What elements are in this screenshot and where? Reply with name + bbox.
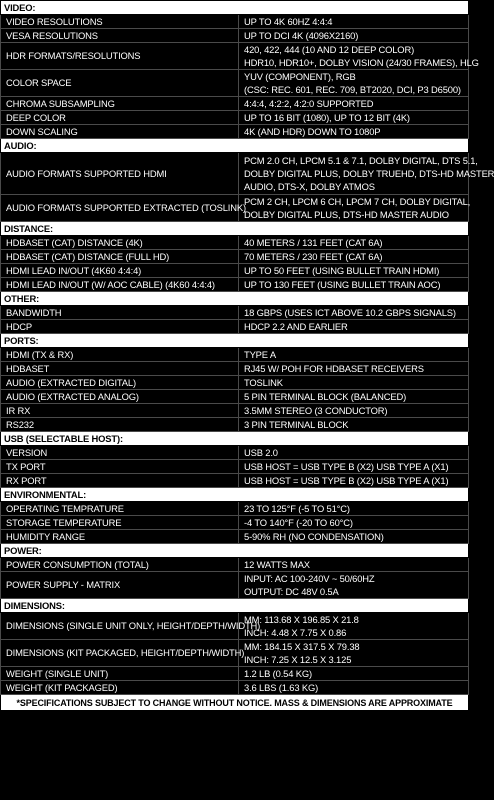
spec-value-line: 23 TO 125°F (-5 TO 51°C) <box>244 503 350 514</box>
spec-value <box>239 236 469 250</box>
spec-value-line: USB 2.0 <box>244 447 278 458</box>
spec-value-line: MM: 184.15 X 317.5 X 79.38 <box>244 641 360 652</box>
spec-label: HDMI LEAD IN/OUT (W/ AOC CABLE) (4K60 4:4:4) <box>1 278 239 292</box>
spec-label: HDMI LEAD IN/OUT (4K60 4:4:4) <box>1 264 239 278</box>
spec-row <box>1 418 469 432</box>
spec-row <box>1 572 469 599</box>
spec-value-line: HDR10, HDR10+, DOLBY VISION (24/30 FRAMES), HLG <box>244 57 479 68</box>
spec-value-line: USB HOST = USB TYPE B (X2) USB TYPE A (X1) <box>244 475 449 486</box>
spec-value <box>239 43 479 70</box>
spec-row <box>1 681 469 695</box>
spec-value-line: 5-90% RH (NO CONDENSATION) <box>244 531 384 542</box>
spec-value-line: 18 GBPS (USES ICT ABOVE 10.2 GBPS SIGNALS) <box>244 307 456 318</box>
spec-label: DIMENSIONS (KIT PACKAGED, HEIGHT/DEPTH/WIDTH) <box>1 640 239 667</box>
spec-row <box>1 530 469 544</box>
section-header-row <box>1 292 469 306</box>
spec-label: POWER SUPPLY - MATRIX <box>1 572 239 599</box>
spec-label: HDMI (TX & RX) <box>1 348 239 362</box>
spec-row <box>1 70 469 97</box>
spec-label: POWER CONSUMPTION (TOTAL) <box>1 558 239 572</box>
spec-value <box>239 362 469 376</box>
spec-value-line: PCM 2.0 CH, LPCM 5.1 & 7.1, DOLBY DIGITAL, DTS 5.1, <box>244 155 478 166</box>
spec-label: HDR FORMATS/RESOLUTIONS <box>1 43 239 70</box>
spec-label: VIDEO RESOLUTIONS <box>1 15 239 29</box>
spec-value <box>239 640 469 667</box>
section-title: PORTS: <box>1 334 469 348</box>
spec-value <box>239 125 469 139</box>
spec-label: AUDIO (EXTRACTED DIGITAL) <box>1 376 239 390</box>
spec-row <box>1 111 469 125</box>
spec-value <box>239 390 469 404</box>
spec-row <box>1 613 469 640</box>
spec-value <box>239 70 469 97</box>
spec-value <box>239 613 469 640</box>
spec-row <box>1 195 469 222</box>
spec-label: HDBASET <box>1 362 239 376</box>
spec-value <box>239 320 469 334</box>
spec-row <box>1 153 469 195</box>
spec-label: DEEP COLOR <box>1 111 239 125</box>
spec-value <box>239 195 469 222</box>
spec-label: IR RX <box>1 404 239 418</box>
spec-value <box>239 250 469 264</box>
spec-row <box>1 390 469 404</box>
spec-row <box>1 15 469 29</box>
spec-label: RS232 <box>1 418 239 432</box>
spec-label: DOWN SCALING <box>1 125 239 139</box>
spec-value <box>239 681 469 695</box>
section-title: DIMENSIONS: <box>1 599 469 613</box>
spec-row <box>1 278 469 292</box>
section-header-row <box>1 222 469 236</box>
spec-value-line: TYPE A <box>244 349 276 360</box>
spec-row <box>1 558 469 572</box>
section-title: USB (SELECTABLE HOST): <box>1 432 469 446</box>
spec-value-line: RJ45 W/ POH FOR HDBASET RECEIVERS <box>244 363 424 374</box>
spec-row <box>1 516 469 530</box>
section-header-row <box>1 432 469 446</box>
spec-value-line: 1.2 LB (0.54 KG) <box>244 668 312 679</box>
spec-label: CHROMA SUBSAMPLING <box>1 97 239 111</box>
spec-value-line: UP TO 4K 60HZ 4:4:4 <box>244 16 333 27</box>
spec-row <box>1 264 469 278</box>
spec-value-line: 4:4:4, 4:2:2, 4:2:0 SUPPORTED <box>244 98 374 109</box>
section-title: POWER: <box>1 544 469 558</box>
spec-value <box>239 111 469 125</box>
spec-row <box>1 446 469 460</box>
spec-value-line: INPUT: AC 100-240V ~ 50/60HZ <box>244 573 375 584</box>
spec-value <box>239 460 469 474</box>
spec-value <box>239 15 469 29</box>
section-title: ENVIRONMENTAL: <box>1 488 469 502</box>
section-header-row <box>1 544 469 558</box>
spec-value-line: UP TO DCI 4K (4096X2160) <box>244 30 359 41</box>
spec-value-line: DOLBY DIGITAL PLUS, DOLBY TRUEHD, DTS-HD MASTER <box>244 168 494 179</box>
spec-value-line: AUDIO, DTS-X, DOLBY ATMOS <box>244 181 375 192</box>
section-header-row <box>1 334 469 348</box>
spec-value <box>239 29 469 43</box>
spec-value-line: UP TO 50 FEET (USING BULLET TRAIN HDMI) <box>244 265 440 276</box>
spec-value-line: -4 TO 140°F (-20 TO 60°C) <box>244 517 353 528</box>
spec-row <box>1 236 469 250</box>
spec-row <box>1 376 469 390</box>
spec-value-line: MM: 113.68 X 196.85 X 21.8 <box>244 614 359 625</box>
spec-value <box>239 558 469 572</box>
spec-row <box>1 43 469 70</box>
spec-label: RX PORT <box>1 474 239 488</box>
spec-value <box>239 376 469 390</box>
spec-value <box>239 306 469 320</box>
spec-value-line: 3.6 LBS (1.63 KG) <box>244 682 319 693</box>
spec-value-line: 3 PIN TERMINAL BLOCK <box>244 419 349 430</box>
section-title: DISTANCE: <box>1 222 469 236</box>
spec-row <box>1 474 469 488</box>
spec-value-line: YUV (COMPONENT), RGB <box>244 71 356 82</box>
spec-value-line: UP TO 16 BIT (1080), UP TO 12 BIT (4K) <box>244 112 410 123</box>
spec-value-line: 70 METERS / 230 FEET (CAT 6A) <box>244 251 383 262</box>
spec-label: AUDIO (EXTRACTED ANALOG) <box>1 390 239 404</box>
spec-value <box>239 278 469 292</box>
spec-label: STORAGE TEMPERATURE <box>1 516 239 530</box>
spec-value <box>239 264 469 278</box>
spec-row <box>1 502 469 516</box>
spec-row <box>1 250 469 264</box>
spec-value-line: 420, 422, 444 (10 AND 12 DEEP COLOR) <box>244 44 415 55</box>
section-header-row <box>1 1 469 15</box>
spec-value-line: 3.5MM STEREO (3 CONDUCTOR) <box>244 405 388 416</box>
spec-label: HDBASET (CAT) DISTANCE (FULL HD) <box>1 250 239 264</box>
spec-row <box>1 362 469 376</box>
section-title: AUDIO: <box>1 139 469 153</box>
spec-label: WEIGHT (SINGLE UNIT) <box>1 667 239 681</box>
spec-row <box>1 640 469 667</box>
spec-label: OPERATING TEMPRATURE <box>1 502 239 516</box>
spec-value-line: 4K (AND HDR) DOWN TO 1080P <box>244 126 381 137</box>
footer-note: *SPECIFICATIONS SUBJECT TO CHANGE WITHOUT NOTICE. MASS & DIMENSIONS ARE APPROXIMATE <box>1 695 469 711</box>
spec-label: TX PORT <box>1 460 239 474</box>
spec-label: AUDIO FORMATS SUPPORTED EXTRACTED (TOSLINK) <box>1 195 239 222</box>
spec-value <box>239 97 469 111</box>
spec-value <box>239 516 469 530</box>
section-header-row <box>1 599 469 613</box>
spec-value <box>239 153 494 195</box>
spec-value-line: DOLBY DIGITAL PLUS, DTS-HD MASTER AUDIO <box>244 209 449 220</box>
spec-value <box>239 446 469 460</box>
spec-value <box>239 530 469 544</box>
spec-row <box>1 320 469 334</box>
spec-row <box>1 667 469 681</box>
spec-value-line: 40 METERS / 131 FEET (CAT 6A) <box>244 237 383 248</box>
spec-label: COLOR SPACE <box>1 70 239 97</box>
spec-value-line: UP TO 130 FEET (USING BULLET TRAIN AOC) <box>244 279 441 290</box>
spec-value-line: TOSLINK <box>244 377 283 388</box>
spec-value-line: INCH: 4.48 X 7.75 X 0.86 <box>244 627 347 638</box>
spec-value <box>239 404 469 418</box>
spec-value <box>239 418 469 432</box>
spec-value <box>239 348 469 362</box>
footer-row <box>1 695 469 711</box>
spec-label: HDCP <box>1 320 239 334</box>
spec-label: AUDIO FORMATS SUPPORTED HDMI <box>1 153 239 195</box>
spec-row <box>1 29 469 43</box>
spec-value-line: PCM 2 CH, LPCM 6 CH, LPCM 7 CH, DOLBY DIGITAL, <box>244 196 471 207</box>
spec-label: BANDWIDTH <box>1 306 239 320</box>
spec-row <box>1 348 469 362</box>
section-title: VIDEO: <box>1 1 469 15</box>
spec-row <box>1 97 469 111</box>
spec-value <box>239 572 469 599</box>
spec-value-line: (CSC: REC. 601, REC. 709, BT2020, DCI, P3 D6500) <box>244 84 461 95</box>
spec-row <box>1 460 469 474</box>
spec-row <box>1 306 469 320</box>
spec-row <box>1 125 469 139</box>
spec-value <box>239 502 469 516</box>
spec-label: HUMIDITY RANGE <box>1 530 239 544</box>
section-title: OTHER: <box>1 292 469 306</box>
spec-label: HDBASET (CAT) DISTANCE (4K) <box>1 236 239 250</box>
spec-value-line: HDCP 2.2 AND EARLIER <box>244 321 348 332</box>
spec-value <box>239 667 469 681</box>
spec-value-line: 12 WATTS MAX <box>244 559 310 570</box>
spec-value-line: OUTPUT: DC 48V 0.5A <box>244 586 339 597</box>
spec-label: WEIGHT (KIT PACKAGED) <box>1 681 239 695</box>
spec-value-line: 5 PIN TERMINAL BLOCK (BALANCED) <box>244 391 407 402</box>
spec-value <box>239 474 469 488</box>
spec-label: VERSION <box>1 446 239 460</box>
spec-value-line: USB HOST = USB TYPE B (X2) USB TYPE A (X1) <box>244 461 449 472</box>
spec-label: VESA RESOLUTIONS <box>1 29 239 43</box>
spec-value-line: INCH: 7.25 X 12.5 X 3.125 <box>244 654 352 665</box>
section-header-row <box>1 488 469 502</box>
section-header-row <box>1 139 469 153</box>
spec-row <box>1 404 469 418</box>
spec-label: DIMENSIONS (SINGLE UNIT ONLY, HEIGHT/DEPTH/WIDTH) <box>1 613 239 640</box>
